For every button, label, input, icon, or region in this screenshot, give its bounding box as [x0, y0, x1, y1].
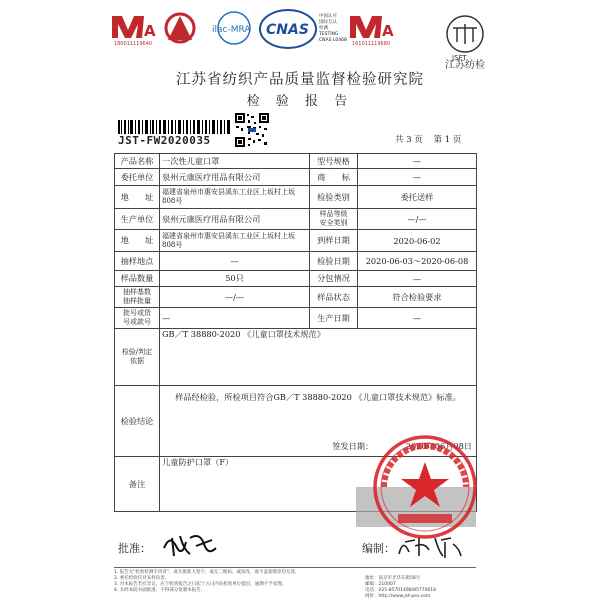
- approver-label: 批准：: [118, 542, 151, 555]
- table-row: [115, 308, 477, 329]
- issue-date-value: 2020年06月08日: [405, 441, 472, 451]
- conclusion-value: 样品经检验，所检项目符合GB／T 38880-2020 《儿童口罩技术规范》标准。: [175, 392, 461, 402]
- address2-value: 福建省泉州市惠安县溪东工业区上坂村上坂808号: [160, 230, 310, 252]
- footer-contact: [365, 576, 485, 600]
- test-date-value: 2020-06-03～2020-06-08: [358, 252, 477, 271]
- producer-value: 泉州元康医疗用品有限公司: [160, 209, 310, 230]
- qty-label: 样品数量: [115, 271, 160, 287]
- model-value: —: [358, 154, 477, 169]
- qty-value: 50只: [160, 271, 310, 287]
- svg-text:A: A: [144, 22, 156, 40]
- table-row: [115, 287, 477, 308]
- cnas-description: 中国认可 国际互认 检测 TESTING CNAS L0468: [319, 14, 347, 43]
- table-row: [115, 186, 477, 209]
- batch-value: —: [160, 308, 310, 329]
- table-row: [115, 209, 477, 230]
- report-number: JST-FW2020035: [118, 134, 211, 147]
- sampling-place-value: —: [160, 252, 310, 271]
- arrival-value: 2020-06-02: [358, 230, 477, 252]
- sampling-place-label: 抽样地点: [115, 252, 160, 271]
- basis-value: GB／T 38880-2020 《儿童口罩技术规范》: [160, 329, 477, 386]
- arrival-label: 到样日期: [310, 230, 358, 252]
- table-row: [115, 169, 477, 186]
- institute-title: 江苏省纺织产品质量监督检验研究院: [176, 72, 424, 88]
- official-seal-icon: [370, 432, 480, 542]
- address-label: 地 址: [115, 186, 160, 209]
- page-current: 第 1 页: [433, 135, 462, 145]
- approver: [118, 540, 151, 556]
- base-value: —/—: [160, 287, 310, 308]
- cnas-logo-icon: [258, 8, 318, 50]
- table-row: [115, 271, 477, 287]
- test-date-label: 检验日期: [310, 252, 358, 271]
- client-label: 委托单位: [115, 169, 160, 186]
- model-label: 型号规格: [310, 154, 358, 169]
- compiler: [362, 540, 395, 556]
- approver-signature-icon: [160, 528, 222, 560]
- cma-logo-2-icon: [348, 12, 394, 42]
- footer-address: 地址：南京市光华东街58号: [365, 576, 421, 581]
- ilac-mra-logo-icon: [207, 10, 261, 46]
- accreditation-logos: [110, 8, 580, 71]
- producer-label: 生产单位: [115, 209, 160, 230]
- brand-value: —: [358, 169, 477, 186]
- basis-label: 检验/判定 依据: [115, 329, 160, 386]
- compiler-label: 编制：: [362, 542, 395, 555]
- compiler-signature-icon: [395, 532, 465, 560]
- address-value: 福建省泉州市惠安县溪东工业区上坂村上坂808号: [160, 186, 310, 209]
- svg-text:CNAS: CNAS: [266, 22, 309, 38]
- prod-date-label: 生产日期: [310, 308, 358, 329]
- footer-note: 4. 未经本院书面批准，不得部分复制本报告。: [114, 588, 206, 593]
- barcode-icon: [118, 120, 230, 134]
- svg-text:JSFT: JSFT: [452, 54, 467, 62]
- subpkg-value: —: [358, 271, 477, 287]
- remark-label: 备注: [115, 457, 160, 512]
- footer-note: 1. 报告无"检验检测专用章"、或无批准人签字、或无二维码、或涂改，或不盖骑缝章均无效。: [114, 570, 300, 575]
- cma-code-2: 161011119680: [351, 41, 391, 47]
- client-value: 泉州元康医疗用品有限公司: [160, 169, 310, 186]
- svg-text:A: A: [382, 22, 394, 40]
- jsft-name: 江苏纺检: [445, 60, 485, 71]
- footer-notes: [114, 570, 339, 594]
- grade-value: —/—: [358, 209, 477, 230]
- subpkg-label: 分包情况: [310, 271, 358, 287]
- cma-code-1: 180011119640: [113, 41, 153, 47]
- base-label: 抽样基数 抽样批量: [115, 287, 160, 308]
- qr-code-icon: [234, 112, 270, 148]
- footer-divider: [114, 567, 476, 568]
- conclusion-label: 检验结论: [115, 386, 160, 457]
- footer-note: 3. 对本报告若有异议，应于收到报告之日起十五日内向检验单位提出，逾期不予受理。: [114, 582, 287, 587]
- cal-logo-icon: [162, 10, 202, 46]
- svg-text:ilac-MRA: ilac-MRA: [212, 25, 251, 35]
- page-info: [395, 133, 469, 145]
- brand-label: 商 标: [310, 169, 358, 186]
- report-title: 检 验 报 告: [246, 94, 354, 109]
- batch-label: 批号或货 号或款号: [115, 308, 160, 329]
- product-name-value: 一次性儿童口罩: [160, 154, 310, 169]
- footer-website: 网址：http://www.jst-pev.com: [365, 594, 431, 599]
- page-total: 共 3 页: [395, 135, 423, 145]
- state-label: 样品状态: [310, 287, 358, 308]
- product-name-label: 产品名称: [115, 154, 160, 169]
- prod-date-value: —: [358, 308, 477, 329]
- test-type-label: 检验类别: [310, 186, 358, 209]
- cma-logo-icon: [110, 12, 156, 42]
- table-row: [115, 252, 477, 271]
- test-type-value: 委托送样: [358, 186, 477, 209]
- address2-label: 地 址: [115, 230, 160, 252]
- table-row: [115, 154, 477, 169]
- remark-value: 儿童防护口罩（F）: [160, 457, 477, 512]
- footer-phone: 电话：025-85701498/85770018: [365, 588, 437, 593]
- state-value: 符合检验要求: [358, 287, 477, 308]
- table-row: [115, 230, 477, 252]
- grade-label: 样品等级 安全类别: [310, 209, 358, 230]
- table-row: [115, 329, 477, 386]
- footer-note: 2. 委托检验仅对来样负责。: [114, 576, 170, 581]
- issue-date-label: 签发日期：: [332, 441, 374, 451]
- footer-postcode: 邮编：210007: [365, 582, 396, 587]
